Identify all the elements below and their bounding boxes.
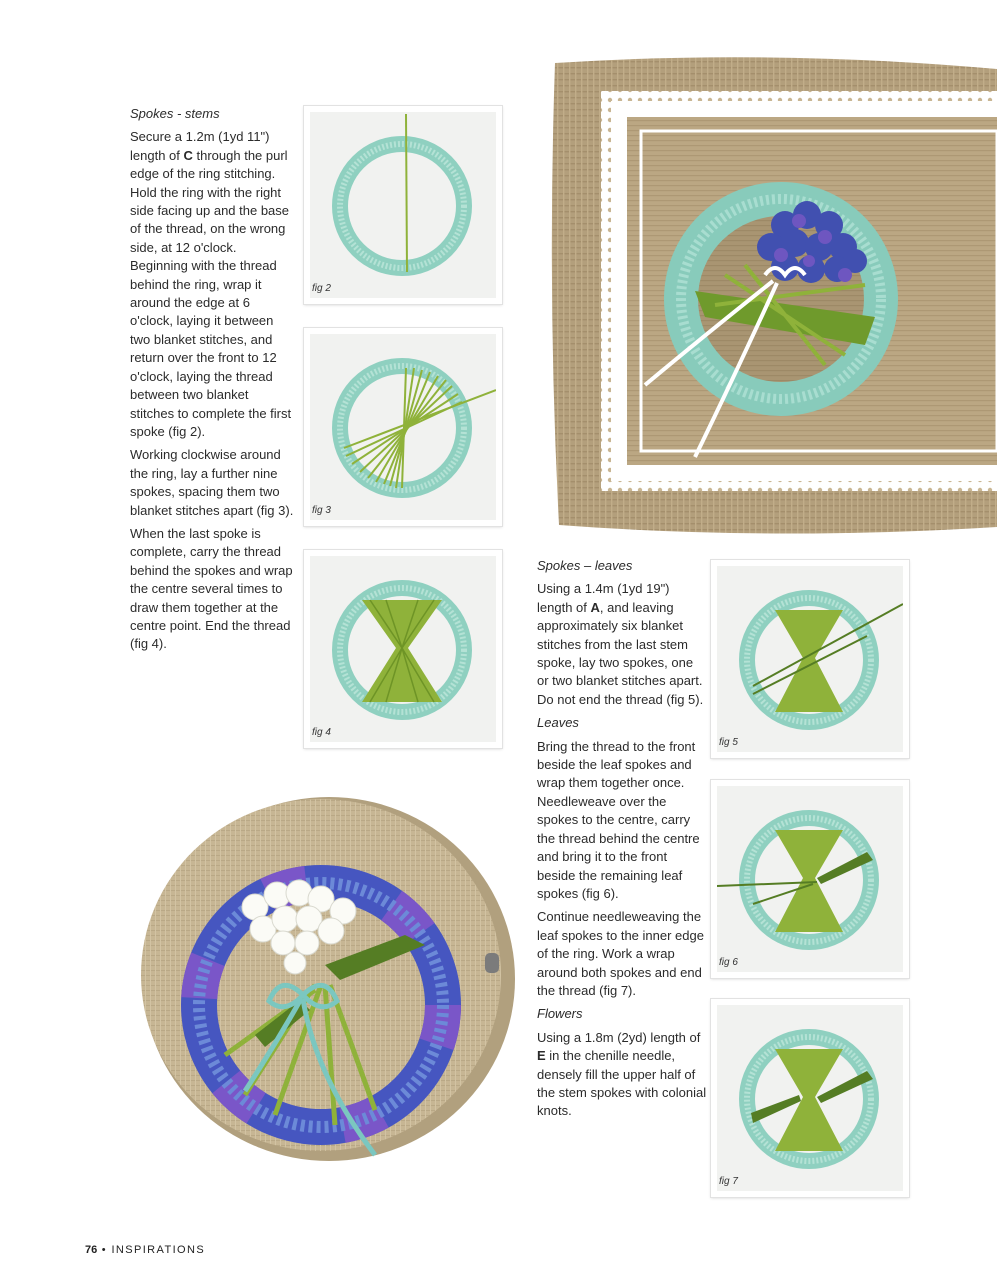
text-run: Secure a 1.2m (1yd 11") length of [130, 129, 270, 163]
text-run: in the chenille needle, densely fill the upper half of the stem spokes with colonial knots. [537, 1048, 707, 1119]
tape-measure-photo [125, 795, 525, 1175]
heading-spokes-stems: Spokes - stems [130, 106, 220, 121]
page-footer [85, 1244, 205, 1256]
heading-flowers: Flowers [537, 1006, 583, 1022]
paragraph-spokes-stems-1 [130, 128, 295, 441]
fig-2-caption: fig 2 [312, 283, 331, 294]
fig-7-caption: fig 7 [719, 1176, 738, 1187]
fig-4-ring-illustration [310, 556, 496, 742]
thread-code-a: A [590, 599, 600, 615]
fig-4-centre-wrapped [304, 550, 502, 748]
fig-2-ring-illustration [310, 112, 496, 298]
text-run: Using a 1.4m (1yd 19") length of [537, 581, 670, 615]
text-run: , and leaving approximately six blanket stitches from the last stem spoke, lay two spokes, one or two blanket stitches apart. Do not end the thread (fig 5). [537, 599, 704, 707]
fig-5-caption: fig 5 [719, 737, 738, 748]
fig-3-ring-illustration [310, 334, 496, 520]
fig-5-ring-illustration [717, 566, 903, 752]
paragraph-spokes-leaves [537, 580, 707, 709]
paragraph-leaves-1: Bring the thread to the front beside the leaf spokes and wrap them together once. Needleweave over the spokes to the centre, carry the thread behind the centre and bring it to the front beside the remaining leaf spokes (fig 6). [537, 738, 700, 901]
thread-code-e: E [537, 1048, 546, 1064]
left-text-column [130, 105, 295, 659]
fig-6-caption: fig 6 [719, 957, 738, 968]
fig-6-needleweave [711, 780, 909, 978]
fig-3-caption: fig 3 [312, 505, 331, 516]
heading-leaves: Leaves [537, 715, 579, 731]
fig-5-leaf-spokes [711, 560, 909, 758]
heading-spokes-leaves: Spokes – leaves [537, 558, 633, 573]
magazine-section: INSPIRATIONS [111, 1244, 206, 1256]
thread-code-c: C [183, 147, 193, 163]
footer-separator: • [101, 1244, 107, 1256]
right-text-column [537, 557, 707, 1126]
fig-6-ring-illustration [717, 786, 903, 972]
fig-2-first-spoke [304, 106, 502, 304]
fig-4-caption: fig 4 [312, 727, 331, 738]
fig-7-ring-illustration [717, 1005, 903, 1191]
fig-7-leaves-finished [711, 999, 909, 1197]
paragraph-spokes-stems-2: Working clockwise around the ring, lay a further nine spokes, spacing them two blanket stitches apart (fig 3). [130, 447, 294, 518]
paragraph-spokes-stems-3: When the last spoke is complete, carry the thread behind the spokes and wrap the centre several times to draw them together at the centre point. End the thread (fig 4). [130, 525, 293, 652]
paragraph-leaves-2: Continue needleweaving the leaf spokes to the inner edge of the ring. Work a wrap around both spokes and end the thread (fig 7). [537, 909, 704, 998]
fig-3-ten-spokes [304, 328, 502, 526]
needlebook-photo [545, 55, 997, 535]
text-run: through the purl edge of the ring stitching. Hold the ring with the right side facing up and the base of the thread, on the wrong side, at 12 o'clock. Beginning with the thread behind the ring, wrap it around the edge at 6 o'clock, laying it between two blanket stitches, and return over the front to 12 o'clock, laying the thread between two blanket stitches to complete the first spoke (fig 2). [130, 147, 292, 439]
paragraph-flowers [537, 1029, 707, 1121]
page-number: 76 [85, 1244, 98, 1256]
text-run: Using a 1.8m (2yd) length of [537, 1029, 701, 1045]
